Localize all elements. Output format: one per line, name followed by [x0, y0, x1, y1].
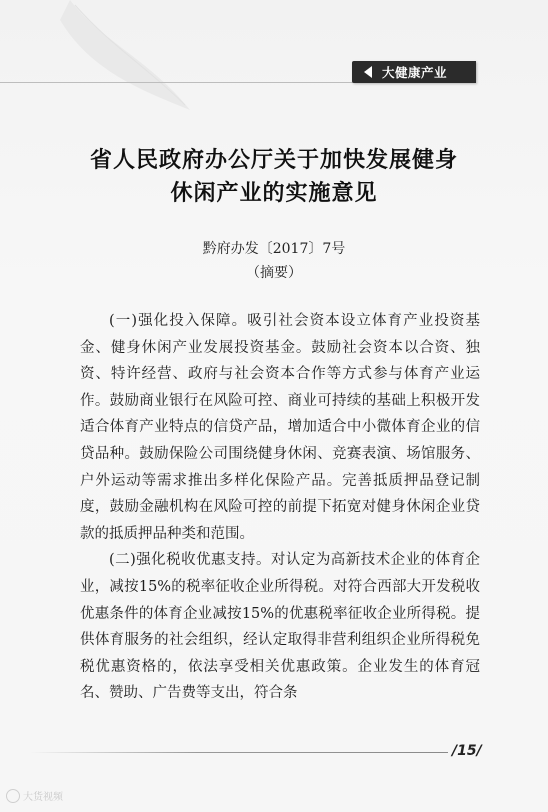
article-title-line-2: 休闲产业的实施意见	[170, 181, 378, 206]
paragraph-tax: (二)强化税收优惠支持。对认定为高新技术企业的体育企业，减按15%的税率征收企业所得税。对符合西部大开发税收优惠条件的体育企业减按15%的优惠税率征收企业所得税。提供体育服务的社会组织，经认定取得非营利组织企业所得税免税优惠资格的，依法享受相关优惠政策。企业发生的体育冠名、赞助、广告费等支出，符合条	[80, 552, 480, 702]
leaf-decoration-icon	[40, 0, 200, 120]
article-title-line-1: 省人民政府办公厅关于加快发展健身	[89, 148, 458, 173]
page-number: /15/	[452, 743, 482, 759]
triangle-left-icon	[364, 66, 372, 78]
section-label: 大健康产业	[382, 65, 448, 80]
abstract-label: （摘要）	[246, 265, 302, 281]
document-number: 黔府办发〔2017〕7号	[202, 241, 346, 257]
footer-rule	[30, 752, 448, 753]
article-body	[80, 308, 480, 707]
paragraph-investment: (一)强化投入保障。吸引社会资本设立体育产业投资基金、健身休闲产业发展投资基金。鼓励社会资本以合资、独资、特许经营、政府与社会资本合作等方式参与体育产业运作。鼓励商业银行在风险可控、商业可持续的基础上积极开发适合体育产业特点的信贷产品，增加适合中小微体育企业的信贷品种。鼓励保险公司围绕健身休闲、竞赛表演、场馆服务、户外运动等需求推出多样化保险产品。完善抵质押品登记制度，鼓励金融机构在风险可控的前提下拓宽对健身休闲企业贷款的抵质押品种类和范围。	[80, 313, 480, 542]
watermark-text: 大货视频	[23, 792, 63, 803]
watermark	[6, 788, 63, 803]
watermark-logo-icon	[6, 789, 20, 803]
section-tab	[352, 61, 476, 83]
